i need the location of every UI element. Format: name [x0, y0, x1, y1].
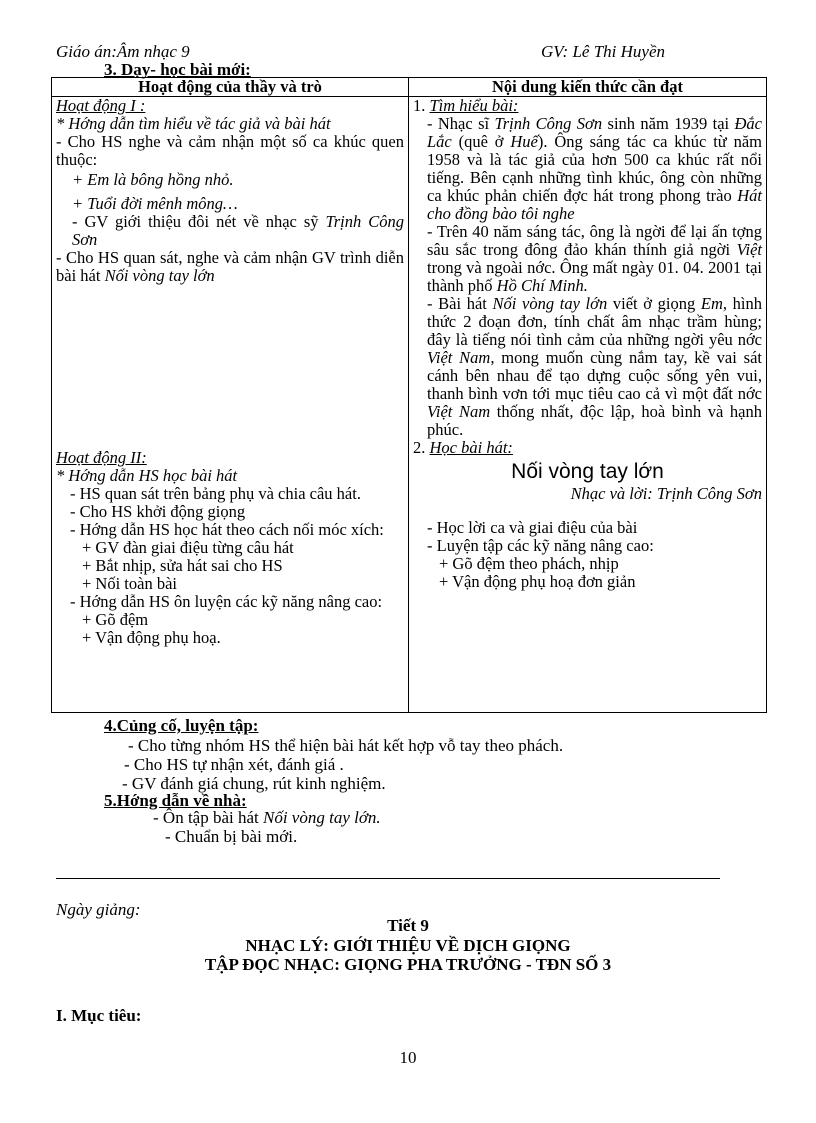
activity-2-step: - HS quan sát trên bảng phụ và chia câu hát.	[70, 484, 361, 503]
activity-2-substep: + Vận động phụ hoạ.	[82, 628, 221, 647]
date-label: Ngày giảng:	[56, 900, 141, 919]
activity-2-step: - Hớng dẫn HS học hát theo cách nối móc xích:	[70, 520, 384, 539]
section-4-item: - Cho HS tự nhận xét, đánh giá .	[124, 755, 344, 774]
activity-1-step: - GV giới thiệu đôi nét về nhạc sỹ Trịnh Công Sơn	[72, 212, 404, 249]
learning-substep: + Gõ đệm theo phách, nhịp	[439, 554, 619, 573]
header-left: Giáo án:Âm nhạc 9	[56, 42, 190, 61]
page-number: 10	[399, 1048, 417, 1067]
song-title: Nối vòng tay lớn	[511, 460, 664, 483]
objective-heading: I. Mục tiêu:	[56, 1006, 142, 1025]
lesson-title-1: NHẠC LÝ: GIỚI THIỆU VỀ DỊCH GIỌNG	[245, 936, 571, 955]
col1-header: Hoạt động của thầy và trò	[52, 78, 409, 97]
part-1-heading: 1. Tìm hiểu bài:	[413, 96, 519, 115]
section-5-item: - Ôn tập bài hát Nối vòng tay lớn.	[153, 808, 381, 827]
learning-substep: + Vận động phụ hoạ đơn giản	[439, 572, 636, 591]
activity-1-step: - Cho HS nghe và cảm nhận một số ca khúc quen thuộc:	[56, 132, 404, 169]
author-paragraph: - Nhạc sĩ Trịnh Công Sơn sinh năm 1939 tại Đắc Lắc (quê ở Huế). Ông sáng tác ca khúc từ năm 1958 và là tác giả của hơn 500 ca khúc rất nổi tiếng. Bên cạnh những tình khúc, ông còn những ca khúc phản chiến đợc hát trong phong trào Hát cho đồng bào tôi nghe	[427, 114, 762, 223]
song-paragraph: - Bài hát Nối vòng tay lớn viết ở giọng Em, hình thức 2 đoạn đơn, tính chất âm nhạc trầm hùng; đây là tiếng nói tình cảm của những ngời yêu nớc Việt Nam, mong muốn cùng nắm tay, kề vai sát cánh bên nhau để tạo dựng cuộc sống yên vui, thanh bình vơn tới mục tiêu cao cả vì một đất nớc Việt Nam thống nhất, độc lập, hoà bình và hạnh phúc.	[427, 294, 762, 439]
section-5-item: - Chuẩn bị bài mới.	[165, 827, 298, 846]
activity-1-subtitle: * Hớng dẫn tìm hiểu về tác giả và bài hát	[56, 114, 331, 133]
activity-2-subtitle: * Hớng dẫn HS học bài hát	[56, 466, 238, 485]
header-right: GV: Lê Thi Huyền	[541, 42, 666, 61]
content-cell	[409, 97, 767, 713]
lesson-table	[51, 77, 767, 713]
activity-2-step: - Cho HS khởi động giọng	[70, 502, 246, 521]
activity-1-title: Hoạt động I :	[56, 96, 146, 115]
learning-step: - Học lời ca và giai điệu của bài	[427, 518, 638, 537]
section-3-title: 3. Dạy- học bài mới:	[104, 60, 251, 79]
lesson-title-2: TẬP ĐỌC NHẠC: GIỌNG PHA TRƯỞNG - TĐN SỐ 3	[204, 955, 612, 974]
song-credit: Nhạc và lời: Trịnh Công Sơn	[570, 484, 762, 503]
col2-header: Nội dung kiến thức cần đạt	[409, 78, 767, 97]
song-example: + Em là bông hồng nhỏ.	[72, 170, 234, 189]
activity-2-substep: + Gõ đệm	[82, 610, 149, 629]
activity-2-step: - Hớng dẫn HS ôn luyện các kỹ năng nâng cao:	[70, 592, 383, 611]
teacher-student-cell	[52, 97, 409, 713]
activity-2-substep: + GV đàn giai điệu từng câu hát	[82, 538, 294, 557]
horizontal-divider	[56, 878, 720, 879]
section-4-item: - Cho từng nhóm HS thể hiện bài hát kết hợp vỗ tay theo phách.	[128, 736, 564, 755]
lesson-number: Tiết 9	[387, 916, 429, 935]
activity-2-substep: + Bắt nhịp, sửa hát sai cho HS	[82, 556, 283, 575]
activity-2-title: Hoạt động II:	[56, 448, 147, 467]
career-paragraph: - Trên 40 năm sáng tác, ông là ngời để lại ấn tợng sâu sắc trong đông đảo khán thính giả ngời Việt trong và ngoài nớc. Ông mất ngày 01. 04. 2001 tại thành phố Hồ Chí Minh.	[427, 222, 762, 295]
activity-2-substep: + Nối toàn bài	[82, 574, 177, 593]
song-example: + Tuổi đời mênh mông…	[72, 194, 238, 213]
section-5-title: 5.Hớng dẫn về nhà:	[104, 791, 247, 810]
learning-step: - Luyện tập các kỹ năng nâng cao:	[427, 536, 654, 555]
section-4-item: - GV đánh giá chung, rút kinh nghiệm.	[122, 774, 386, 793]
section-4-title: 4.Củng cố, luyện tập:	[104, 716, 259, 735]
part-2-heading: 2. Học bài hát:	[413, 438, 513, 457]
activity-1-step: - Cho HS quan sát, nghe và cảm nhận GV trình diễn bài hát Nối vòng tay lớn	[56, 248, 404, 285]
